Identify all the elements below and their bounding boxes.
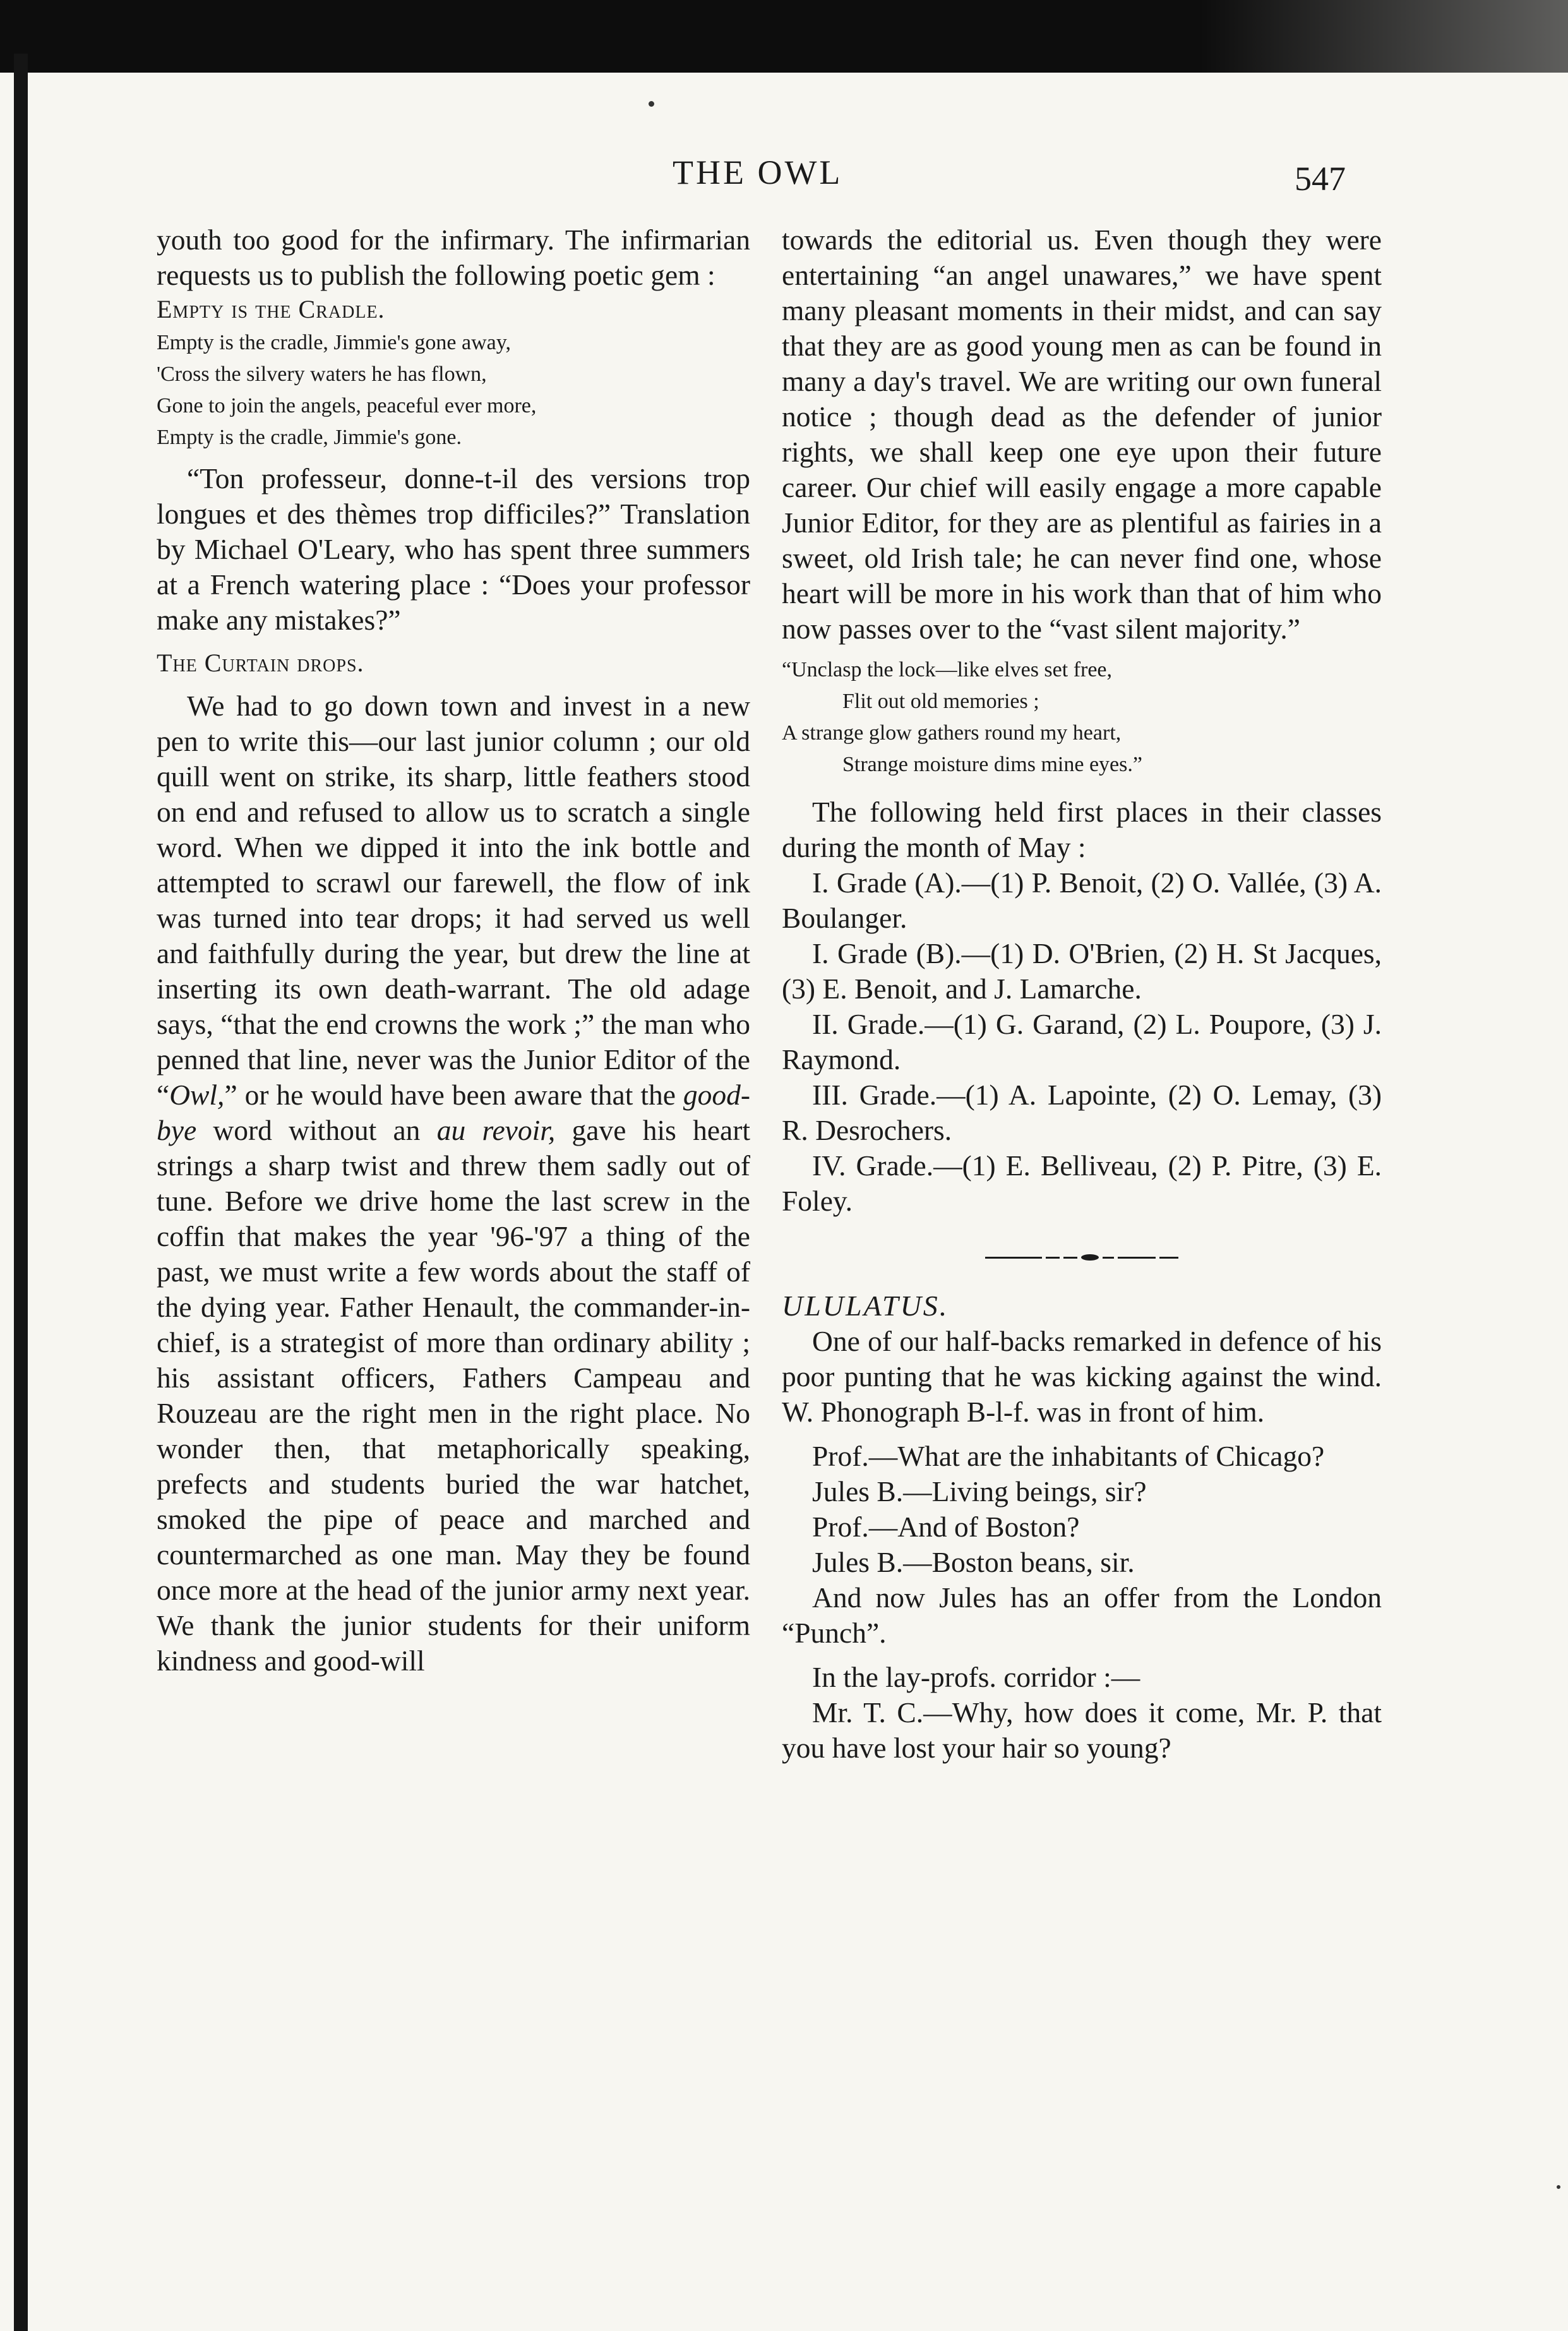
- poem-line: Flit out old memories ;: [842, 690, 1039, 713]
- paragraph: The following held first places in their classes during the month of May :: [782, 796, 1382, 863]
- paragraph: And now Jules has an offer from the London “Punch”.: [782, 1581, 1382, 1649]
- right-column: [782, 222, 1382, 1766]
- grade-list-item: II. Grade.—(1) G. Garand, (2) L. Poupore, (3) J. Raymond.: [782, 1008, 1382, 1076]
- poem-line: Empty is the cradle, Jimmie's gone.: [157, 426, 462, 449]
- dialogue-line: Jules B.—Boston beans, sir.: [812, 1546, 1135, 1578]
- poem-line: 'Cross the silvery waters he has flown,: [157, 363, 487, 386]
- grade-list-item: I. Grade (B).—(1) D. O'Brien, (2) H. St Jacques, (3) E. Benoit, and J. Lamarche.: [782, 937, 1382, 1005]
- poem-line: A strange glow gathers round my heart,: [782, 721, 1122, 745]
- dialogue-line: Mr. T. C.—Why, how does it come, Mr. P. that you have lost your hair so young?: [782, 1696, 1382, 1764]
- poem-line: Gone to join the angels, peaceful ever more,: [157, 394, 537, 417]
- paragraph: One of our half-backs remarked in defence of his poor punting that he was kicking against the wind. W. Phonograph B-l-f. was in front of him.: [782, 1325, 1382, 1428]
- ornamental-divider: [782, 1254, 1382, 1261]
- scan-speck: [1557, 2185, 1560, 2189]
- au-revoir-italic: au revoir,: [436, 1114, 556, 1146]
- good-bye-italic: good-bye: [157, 1079, 750, 1146]
- paragraph: “Ton professeur, donne-t-il des versions trop longues et des thèmes trop difficiles?” Translation by Michael O'Leary, who has spent three summers at a French watering place : “Does your professor make any mistakes?”: [157, 462, 750, 636]
- poem-line: “Unclasp the lock—like elves set free,: [782, 658, 1113, 681]
- paragraph: In the lay-profs. corridor :—: [812, 1661, 1140, 1693]
- dialogue-line: Jules B.—Living beings, sir?: [812, 1475, 1147, 1507]
- poem: [157, 327, 750, 453]
- left-column: [157, 222, 750, 1679]
- top-border-fade: [1200, 0, 1568, 73]
- grade-list-item: I. Grade (A).—(1) P. Benoit, (2) O. Vallée, (3) A. Boulanger.: [782, 866, 1382, 934]
- section-title: The Curtain drops.: [157, 649, 364, 677]
- dialogue-line: Prof.—What are the inhabitants of Chicago?: [812, 1440, 1325, 1472]
- scan-speck: [649, 101, 654, 107]
- poem: [782, 654, 1382, 781]
- running-title: THE OWL: [673, 153, 843, 191]
- owl-title: Owl,: [169, 1079, 225, 1111]
- dialogue-line: Prof.—And of Boston?: [812, 1511, 1080, 1543]
- paragraph: youth too good for the infirmary. The infirmarian requests us to publish the following poetic gem :: [157, 224, 750, 291]
- grade-list-item: III. Grade.—(1) A. Lapointe, (2) O. Lemay, (3) R. Desrochers.: [782, 1079, 1382, 1146]
- poem-title: Empty is the Cradle.: [157, 295, 385, 323]
- left-scan-border: [14, 54, 28, 2331]
- paragraph: towards the editorial us. Even though they were entertaining “an angel unawares,” we have spent many pleasant moments in their midst, and can say that they are as good young men as can be found in many a day's travel. We are writing our own funeral notice ; though dead as the defender of junior rights, we shall keep one eye upon their future career. Our chief will easily engage a more capable Junior Editor, for they are as plentiful as fairies in a sweet, old Irish tale; he can never find one, whose heart will be more in his work than that of him who now passes over to the “vast silent majority.”: [782, 224, 1382, 645]
- grade-list-item: IV. Grade.—(1) E. Belliveau, (2) P. Pitre, (3) E. Foley.: [782, 1149, 1382, 1217]
- section-title: ULULATUS.: [782, 1290, 949, 1322]
- page-number: 547: [1295, 160, 1346, 198]
- poem-line: Empty is the cradle, Jimmie's gone away,: [157, 331, 511, 354]
- poem-line: Strange moisture dims mine eyes.”: [842, 753, 1142, 776]
- paragraph: We had to go down town and invest in a new pen to write this—our last junior column ; our old quill went on strike, its sharp, little feathers stood on end and refused to allow us to scratch a single word. When we dipped it into the ink bottle and attempted to scrawl our farewell, the flow of ink was turned into tear drops; it had served us well and faithfully during the year, but drew the line at inserting its own death-warrant. The old adage says, “that the end crowns the work ;” the man who penned that line, never was the Junior Editor of the “Owl,” or he would have been aware that the good-bye word without an au revoir, gave his heart strings a sharp twist and threw them sadly out of tune. Before we drive home the last screw in the coffin that makes the year '96-'97 a thing of the past, we must write a few words about the staff of the dying year. Father Henault, the commander-in-chief, is a strategist of more than ordinary ability ; his assistant officers, Fathers Campeau and Rouzeau are the right men in the right place. No wonder then, that metaphorically speaking, prefects and students buried the war hatchet, smoked the pipe of peace and marched and countermarched as one man. May they be found once more at the head of the junior army next year. We thank the junior students for their uniform kindness and good-will: [157, 690, 751, 1677]
